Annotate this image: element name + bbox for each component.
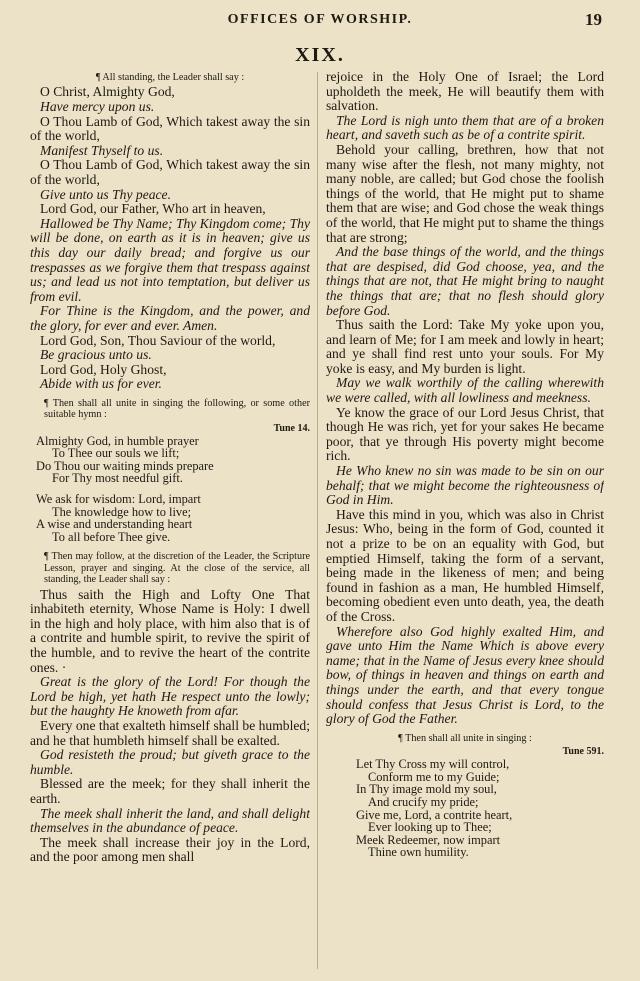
tune-label: Tune 14.	[273, 422, 310, 434]
sentence: The Lord is nigh unto them that are of a broken heart, and saveth such as be of a contrite spirit.	[326, 112, 604, 143]
hymn-line: Give me, Lord, a contrite heart,	[356, 807, 513, 822]
sentence: Behold your calling, brethren, how that not many wise after the flesh, not many mighty, not many noble, are called; but God chose the foolish things of the world, that He might put to shame them that are wise; and God chose the weak things of the world, that He might put to shame the things that are strong;	[326, 141, 604, 245]
sentence: Have this mind in you, which was also in Christ Jesus: Who, being in the form of God, counted it not a prize to be on an equality with God, but emptied Himself, taking the form of a servant, being made in the likeness of men; and being found in fashion as a man, He humbled Himself, becoming obedient even unto death, yea, the death of the Cross.	[326, 506, 604, 624]
versicle: Lord God, Holy Ghost,	[40, 361, 167, 377]
page-header	[0, 12, 640, 36]
hymn-line: To Thee our souls we lift;	[52, 446, 180, 461]
sentence: Wherefore also God highly exalted Him, and gave unto Him the Name Which is above every name; that in the Name of Jesus every knee should bow, of things in heaven and things on earth and things under the earth, and that every tongue should confess that Jesus Christ is Lord, to the glory of God the Father.	[326, 623, 604, 727]
right-column	[326, 70, 604, 975]
versicle: O Thou Lamb of God, Which takest away the sin of the world,	[30, 113, 310, 144]
tune-label: Tune 591.	[562, 746, 604, 758]
rubric: ¶ All standing, the Leader shall say :	[95, 72, 245, 83]
sentence: God resisteth the proud; but giveth grace to the humble.	[30, 747, 310, 777]
hymn-stanza	[30, 493, 310, 543]
sentence: And the base things of the world, and the things that are despised, did God choose, yea, and the things that are not, that He might bring to naught the things that are; that no flesh should glory before God.	[326, 244, 604, 318]
sentence: Thus saith the Lord: Take My yoke upon you, and learn of Me; for I am meek and lowly in heart; and ye shall find rest unto your souls. For My yoke is easy, and My burden is light.	[326, 317, 604, 376]
lords-prayer: Hallowed be Thy Name; Thy Kingdom come; Thy will be done, on earth as it is in heaven; give us this day our daily bread; and forgive us our trespasses as we forgive them that trespass against us; and lead us not into temptation, but deliver us from evil.	[30, 215, 310, 304]
section-number: XIX.	[295, 44, 345, 66]
sentence: Every one that exalteth himself shall be humbled; and he that humbleth himself shall be exalted.	[30, 718, 310, 748]
versicle: Lord God, Son, Thou Saviour of the world,	[40, 332, 276, 348]
hymn-line: And crucify my pride;	[368, 794, 479, 809]
sentence: Thus saith the High and Lofty One That inhabiteth eternity, Whose Name is Holy: I dwell in the high and holy place, with him also that is of a contrite and humble spirit, to revive the spirit of the humble, and to revive the heart of the contrite ones. ·	[30, 586, 310, 675]
versicle: O Christ, Almighty God,	[40, 84, 175, 100]
hymn-line: Do Thou our waiting minds prepare	[36, 458, 214, 473]
sentence: Ye know the grace of our Lord Jesus Christ, that though He was rich, yet for your sakes He became poor, that ye through His poverty might become rich.	[326, 404, 604, 464]
hymn-line: Ever looking up to Thee;	[368, 820, 492, 835]
doxology: For Thine is the Kingdom, and the power, and the glory, for ever and ever. Amen.	[30, 303, 310, 333]
hymn-stanza	[30, 435, 310, 485]
hymn-line: Almighty God, in humble prayer	[36, 433, 199, 448]
hymn-line: The knowledge how to live;	[52, 504, 192, 519]
column-divider	[317, 72, 318, 969]
sentence: He Who knew no sin was made to be sin on our behalf; that we might become the righteousness of God in Him.	[326, 463, 604, 508]
rubric: ¶ Then shall all unite in singing :	[398, 732, 532, 744]
response: Give unto us Thy peace.	[40, 186, 171, 202]
hymn-line: In Thy image mold my soul,	[356, 782, 497, 797]
response: Abide with us for ever.	[40, 376, 162, 392]
response: Be gracious unto us.	[40, 347, 152, 363]
running-title: OFFICES OF WORSHIP.	[227, 12, 413, 27]
response: Manifest Thyself to us.	[40, 142, 164, 158]
response: Have mercy upon us.	[40, 99, 155, 114]
sentence: The meek shall increase their joy in the Lord, and the poor among men shall	[30, 834, 310, 865]
hymn-line: Thine own humility.	[368, 845, 469, 860]
hymn-line: Let Thy Cross my will control,	[356, 757, 510, 772]
left-column	[30, 70, 310, 975]
rubric: ¶ Then may follow, at the discretion of the Leader, the Scripture Lesson, prayer and singing. At the close of the service, all standing, the Leader shall say :	[44, 551, 310, 586]
sentence: rejoice in the Holy One of Israel; the Lord upholdeth the meek, He will beautify them with salvation.	[326, 70, 604, 114]
hymn-line: Meek Redeemer, now impart	[356, 832, 501, 847]
sentence: May we walk worthily of the calling wherewith we were called, with all lowliness and meekness.	[326, 375, 604, 406]
sentence: The meek shall inherit the land, and shall delight themselves in the abundance of peace.	[30, 805, 310, 836]
sentence: Great is the glory of the Lord! For though the Lord be high, yet hath He respect unto the lowly; but the haughty He knoweth from afar.	[30, 674, 310, 719]
versicle: O Thou Lamb of God, Which takest away the sin of the world,	[30, 157, 310, 187]
rubric: ¶ Then shall all unite in singing the following, or some other suitable hymn :	[44, 397, 310, 421]
hymn-line: To all before Thee give.	[52, 529, 171, 544]
sentence: Blessed are the meek; for they shall inherit the earth.	[30, 776, 310, 806]
hymn-stanza	[326, 758, 604, 859]
hymn-line: A wise and understanding heart	[36, 517, 193, 532]
hymn-line: For Thy most needful gift.	[52, 471, 183, 486]
hymn-line: We ask for wisdom: Lord, impart	[36, 492, 201, 507]
page-number: 19	[585, 10, 602, 29]
hymn-line: Conform me to my Guide;	[368, 769, 500, 784]
versicle: Lord God, our Father, Who art in heaven,	[40, 201, 266, 217]
